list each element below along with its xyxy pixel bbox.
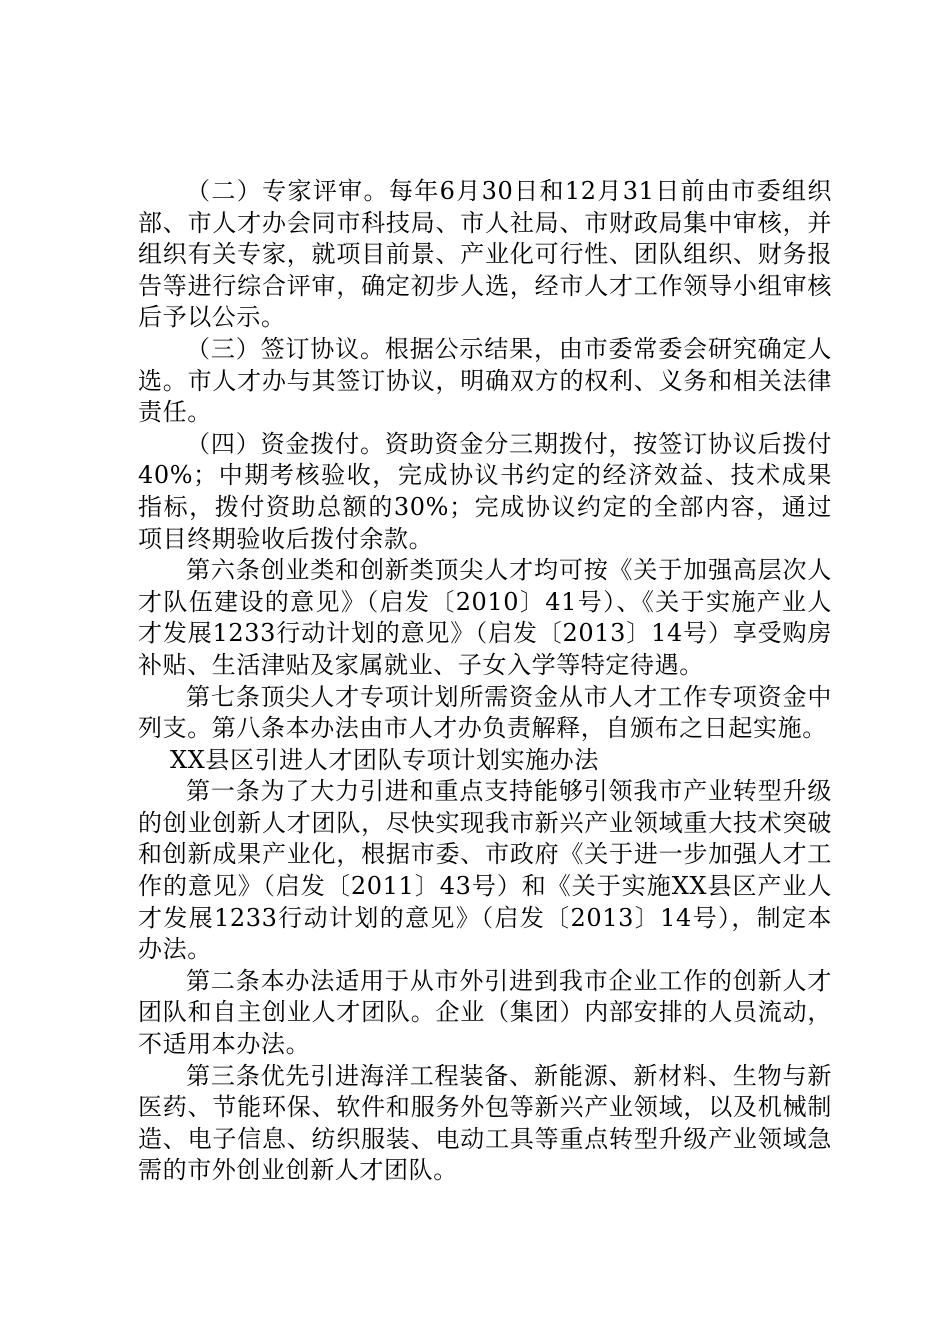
document-body — [138, 176, 832, 1187]
paragraph-article-seven-eight: 第七条顶尖人才专项计划所需资金从市人才工作专项资金中列支。第八条本办法由市人才办负责解释，自颁布之日起实施。 — [138, 682, 832, 743]
paragraph-article-three: 第三条优先引进海洋工程装备、新能源、新材料、生物与新医药、节能环保、软件和服务外包等新兴产业领域，以及机械制造、电子信息、纺织服装、电动工具等重点转型升级产业领域急需的市外创业创新人才团队。 — [138, 1061, 832, 1185]
paragraph-article-one: 第一条为了大力引进和重点支持能够引领我市产业转型升级的创业创新人才团队，尽快实现我市新兴产业领域重大技术突破和创新成果产业化，根据市委、市政府《关于进一步加强人才工作的意见》（启发〔2011〕43号）和《关于实施XX县区产业人才发展1233行动计划的意见》（启发〔2013〕14号），制定本办法。 — [138, 777, 832, 964]
paragraph-article-six: 第六条创业类和创新类顶尖人才均可按《关于加强高层次人才队伍建设的意见》（启发〔2010〕41号）、《关于实施产业人才发展1233行动计划的意见》（启发〔2013〕14号）享受购房补贴、生活津贴及家属就业、子女入学等特定待遇。 — [138, 556, 832, 679]
paragraph-article-two: 第二条本办法适用于从市外引进到我市企业工作的创新人才团队和自主创业人才团队。企业（集团）内部安排的人员流动，不适用本办法。 — [138, 966, 832, 1059]
paragraph-expert-review: （二）专家评审。每年6月30日和12月31日前由市委组织部、市人才办会同市科技局、市人社局、市财政局集中审核，并组织有关专家，就项目前景、产业化可行性、团队组织、财务报告等进行综合评审，确定初步人选，经市人才工作领导小组审核后予以公示。 — [138, 177, 832, 332]
section-title: XX县区引进人才团队专项计划实施办法 — [170, 745, 599, 774]
paragraph-sign-agreement: （三）签订协议。根据公示结果，由市委常委会研究确定人选。市人才办与其签订协议，明确双方的权利、义务和相关法律责任。 — [138, 334, 832, 427]
paragraph-fund-allocation: （四）资金拨付。资助资金分三期拨付，按签订协议后拨付40%；中期考核验收，完成协议书约定的经济效益、技术成果指标，拨付资助总额的30%；完成协议约定的全部内容，通过项目终期验收后拨付余款。 — [138, 429, 832, 553]
